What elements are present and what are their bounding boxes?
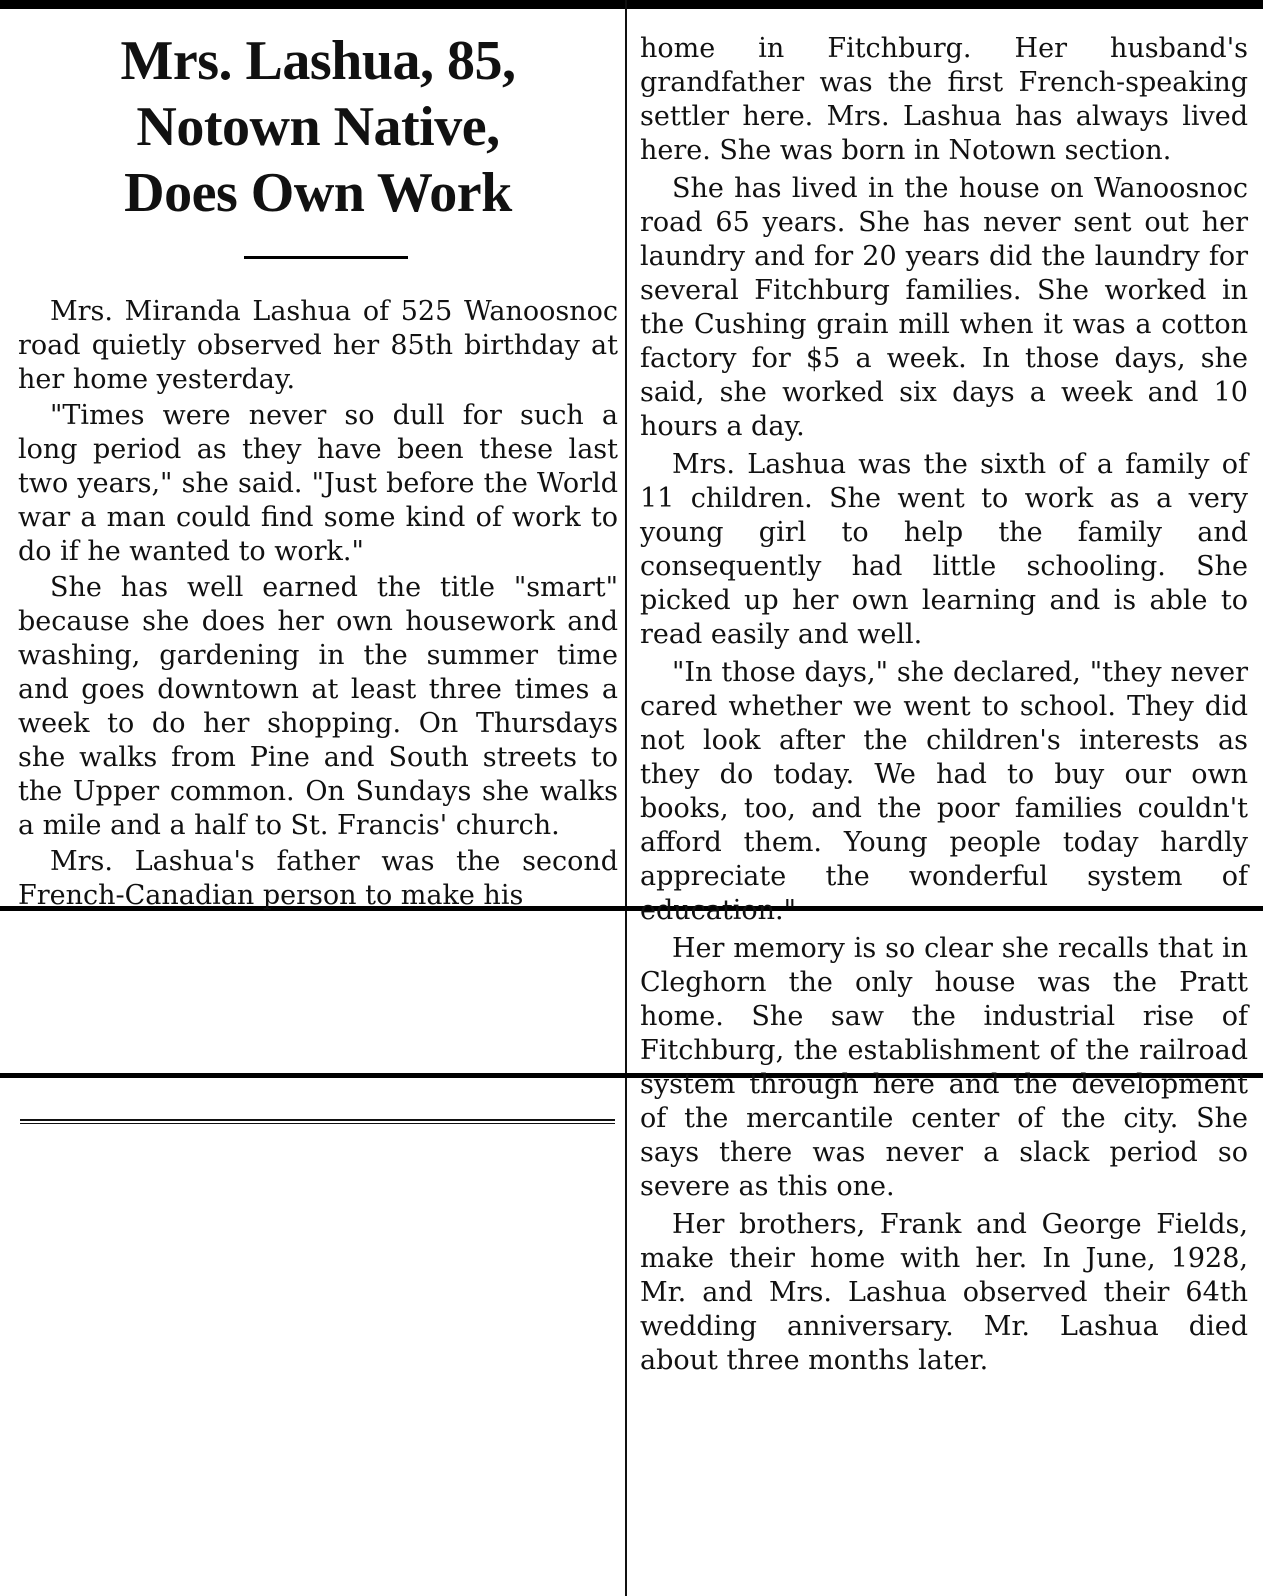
paragraph-school-quote: "In those days," she declared, "they never cared whether we went to school. They did not look after the children's interests as they do today. We had to buy our own books, too, and the poor families couldn't afford them. Young people today hardly appreciate the wonderful system of education." (640, 657, 1248, 926)
top-border-rule (0, 0, 1263, 9)
right-column (640, 32, 1248, 1382)
paragraph-father: Mrs. Lashua's father was the second French-Canadian person to make his (18, 846, 618, 911)
paragraph-brothers: Her brothers, Frank and George Fields, make their home with her. In June, 1928, Mr. and Mrs. Lashua observed their 64th wedding anniversary. Mr. Lashua died about three months later. (640, 1209, 1248, 1376)
paragraph-memory: Her memory is so clear she recalls that in Cleghorn the only house was the Pratt home. She saw the industrial rise of Fitchburg, the establishment of the railroad system through here and the development of the mercantile center of the city. She says there was never a slack period so severe as this one. (640, 933, 1248, 1202)
headline-rule (244, 256, 408, 259)
headline-line-3: Does Own Work (124, 162, 512, 224)
paragraph-fitchburg-home: home in Fitchburg. Her husband's grandfather was the first French-speaking settler here. Mrs. Lashua has always lived here. She was born in Notown section. (640, 33, 1248, 166)
paragraph-smart-title: She has well earned the title "smart" because she does her own housework and washing, gardening in the summer time and goes downtown at least three times a week to do her shopping. On Thursdays she walks from Pine and South streets to the Upper common. On Sundays she walks a mile and a half to St. Francis' church. (18, 572, 618, 841)
headline-line-1: Mrs. Lashua, 85, (120, 30, 516, 92)
article-end-rule (20, 1119, 615, 1124)
column-divider (625, 0, 627, 1596)
paragraph-quote-times: "Times were never so dull for such a long period as they have been these last two years," she said. "Just before the World war a man could find some kind of work to do if he wanted to work." (18, 400, 618, 567)
headline-line-2: Notown Native, (136, 96, 500, 158)
paragraph-family: Mrs. Lashua was the sixth of a family of 11 children. She went to work as a very young girl to help the family and consequently had little schooling. She picked up her own learning and is able to read easily and well. (640, 449, 1248, 650)
paragraph-house-laundry: She has lived in the house on Wanoosnoc road 65 years. She has never sent out her laundry and for 20 years did the laundry for several Fitchburg families. She worked in the Cushing grain mill when it was a cotton factory for $5 a week. In those days, she said, she worked six days a week and 10 hours a day. (640, 173, 1248, 442)
left-column (18, 14, 618, 915)
headline (18, 28, 618, 226)
paragraph-lead: Mrs. Miranda Lashua of 525 Wanoosnoc road quietly observed her 85th birthday at her home yesterday. (18, 296, 618, 395)
